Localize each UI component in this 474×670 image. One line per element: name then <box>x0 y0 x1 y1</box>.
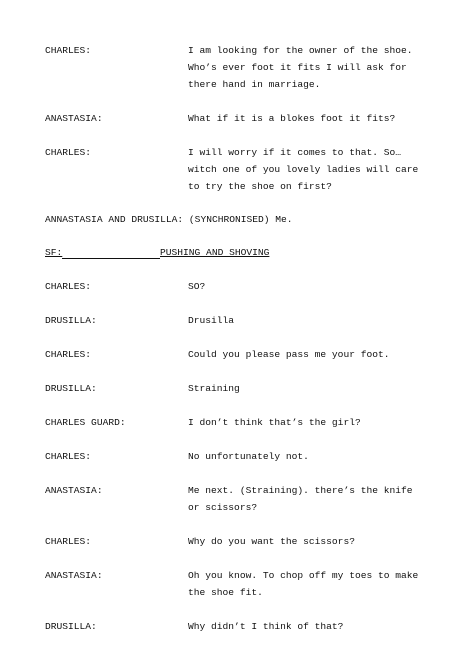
dialogue-line: Why do you want the scissors? <box>188 536 355 547</box>
dialogue-line: I am looking for the owner of the shoe. <box>188 45 413 56</box>
speaker-name: CHARLES: <box>45 349 92 360</box>
speaker-name: CHARLES: <box>45 45 92 56</box>
dialogue-line: there hand in marriage. <box>188 79 321 90</box>
dialogue-line: What if it is a blokes foot it fits? <box>188 113 396 124</box>
dialogue-line: Drusilla <box>188 315 235 326</box>
dialogue-line: Straining <box>188 383 240 394</box>
dialogue-line: Could you please pass me your foot. <box>188 349 390 360</box>
sf-label: SF: <box>45 247 63 258</box>
dialogue-line: SO? <box>188 281 206 292</box>
speaker-name: DRUSILLA: <box>45 621 97 632</box>
speaker-name: CHARLES: <box>45 147 92 158</box>
dialogue-line: Oh you know. To chop off my toes to make <box>188 570 419 581</box>
speaker-name: CHARLES: <box>45 536 92 547</box>
dialogue-line: or scissors? <box>188 502 258 513</box>
speaker-name: CHARLES: <box>45 451 92 462</box>
speaker-name: DRUSILLA: <box>45 383 97 394</box>
speaker-name: CHARLES: <box>45 281 92 292</box>
speaker-name: ANASTASIA: <box>45 570 103 581</box>
speaker-name: DRUSILLA: <box>45 315 97 326</box>
speaker-name: CHARLES GUARD: <box>45 417 126 428</box>
dialogue-line: Who’s ever foot it fits I will ask for <box>188 62 407 73</box>
speaker-name: ANASTASIA: <box>45 485 103 496</box>
dialogue-line: Why didn’t I think of that? <box>188 621 344 632</box>
dialogue-line: No unfortunately not. <box>188 451 309 462</box>
dialogue-line: witch one of you lovely ladies will care <box>188 164 419 175</box>
dialogue-line: I don’t think that’s the girl? <box>188 417 361 428</box>
dialogue-line: Me next. (Straining). there’s the knife <box>188 485 413 496</box>
ensemble-line: ANNASTASIA AND DRUSILLA: (SYNCHRONISED) Me. <box>45 214 293 225</box>
sf-text: PUSHING AND SHOVING <box>160 247 270 258</box>
sf-underline-divider <box>62 258 160 259</box>
dialogue-line: I will worry if it comes to that. So… <box>188 147 402 158</box>
speaker-name: ANASTASIA: <box>45 113 103 124</box>
dialogue-line: to try the shoe on first? <box>188 181 332 192</box>
dialogue-line: the shoe fit. <box>188 587 263 598</box>
